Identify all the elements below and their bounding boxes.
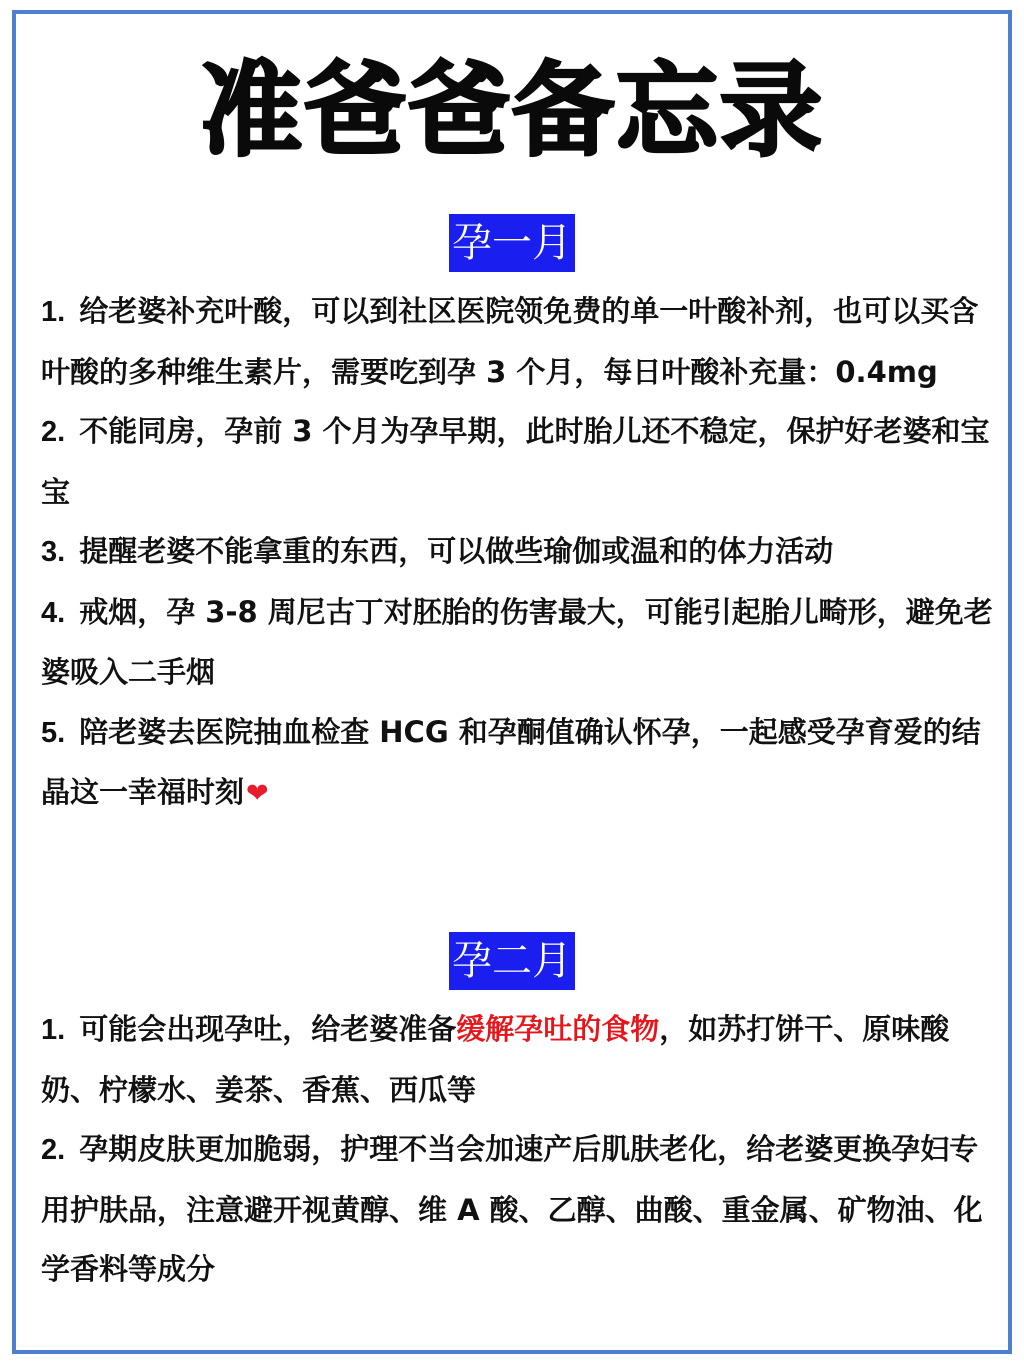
highlight-text: 缓解孕吐的食物 xyxy=(456,1012,660,1046)
list-item xyxy=(41,522,996,583)
item-number: 3. xyxy=(41,536,66,568)
item-text-before: 可能会出现孕吐，给老婆准备 xyxy=(79,1012,457,1046)
item-number: 2. xyxy=(41,1134,66,1166)
section-heading-month-2 xyxy=(16,932,1008,990)
page-title: 准爸爸备忘录 xyxy=(200,52,824,171)
list-item xyxy=(41,1000,996,1120)
list-item xyxy=(41,282,996,402)
section-heading-label: 孕一月 xyxy=(449,214,575,272)
item-number: 1. xyxy=(41,296,66,328)
item-text: 陪老婆去医院抽血检查 HCG 和孕酮值确认怀孕，一起感受孕育爱的结晶这一幸福时刻 xyxy=(41,714,981,809)
item-text: 戒烟，孕 3-8 周尼古丁对胚胎的伤害最大，可能引起胎儿畸形，避免老婆吸入二手烟 xyxy=(41,594,993,689)
heart-icon: ❤ xyxy=(246,778,269,809)
section-heading-month-1 xyxy=(16,214,1008,272)
page-frame xyxy=(12,10,1012,1354)
item-number: 5. xyxy=(41,716,66,749)
list-item xyxy=(41,1120,996,1300)
page-content xyxy=(16,14,1008,1350)
section-heading-label: 孕二月 xyxy=(449,932,575,990)
section-list-month-1 xyxy=(41,282,996,824)
section-list-month-2 xyxy=(41,1000,996,1300)
list-item xyxy=(41,402,996,522)
item-text: 给老婆补充叶酸，可以到社区医院领免费的单一叶酸补剂，也可以买含叶酸的多种维生素片，需要吃到孕 3 个月，每日叶酸补充量：0.4mg xyxy=(41,294,979,389)
item-number: 1. xyxy=(41,1014,66,1046)
item-text: 孕期皮肤更加脆弱，护理不当会加速产后肌肤老化，给老婆更换孕妇专用护肤品，注意避开视黄醇、维 A 酸、乙醇、曲酸、重金属、矿物油、化学香料等成分 xyxy=(41,1132,983,1286)
item-text: 提醒老婆不能拿重的东西，可以做些瑜伽或温和的体力活动 xyxy=(79,534,834,568)
item-number: 2. xyxy=(41,416,66,448)
list-item xyxy=(41,703,996,824)
item-number: 4. xyxy=(41,596,66,629)
item-text-after: ，如苏打饼干、原味酸奶、柠檬水、姜茶、香蕉、西瓜等 xyxy=(41,1012,950,1107)
list-item xyxy=(41,583,996,703)
item-text: 不能同房，孕前 3 个月为孕早期，此时胎儿还不稳定，保护好老婆和宝宝 xyxy=(41,414,990,509)
